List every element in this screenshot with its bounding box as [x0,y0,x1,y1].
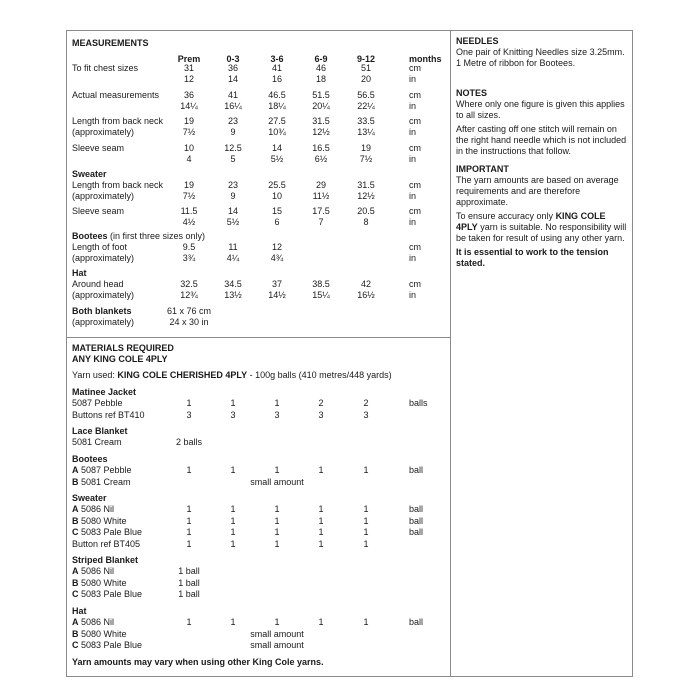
material-qty: 1 [274,465,280,475]
yarn-used [72,370,392,381]
row-label: Length of foot [72,242,128,252]
material-qty: 1 [318,538,324,549]
value-in: 5½ [270,154,284,164]
material-label: Buttons ref BT410 [72,409,145,420]
value-cm: 16.5 [312,143,330,153]
material-unit: ball [409,515,424,526]
material-qty: 1 [230,527,236,537]
colour-letter: B [72,577,79,588]
hat-heading: Hat [72,606,87,616]
material-qty: 3 [363,409,369,420]
value-cm: 37 [271,279,283,289]
material-qty: 1 [230,538,236,549]
value-cm: 14 [271,143,283,153]
material-qty: 1 [318,617,324,627]
value-cm: 12 [271,242,283,252]
value-in: 13½ [224,290,242,300]
value-in: 7½ [359,154,373,164]
material-qty: 1 [318,527,324,537]
value-in: 14½ [268,290,286,300]
material-qty: 1 [186,617,192,627]
value-cm: 10 [183,143,195,153]
size-header: 9-12 [356,54,376,64]
material-qty: 1 [186,515,192,526]
value-in: 10¾ [268,127,286,137]
unit-cm: cm [409,279,421,289]
material-label [72,527,142,538]
value-cm: 36 [183,90,195,100]
material-qty: 1 [274,504,280,514]
value-in: 4¼ [226,253,240,263]
blankets-cm: 61 x 76 cm [166,306,212,316]
colour-letter: A [72,617,79,627]
colour-label: 5080 White [78,515,127,526]
colour-label: 5083 Pale Blue [78,527,143,537]
value-cm: 51 [360,63,372,73]
blankets-label-sub: (approximately) [72,317,135,327]
value-cm: 56.5 [357,90,375,100]
material-qty: 3 [318,409,324,420]
value-cm: 41 [271,63,283,73]
value-in: 10 [271,191,283,201]
colour-label: 5086 Nil [78,504,115,514]
material-qty: 1 [363,617,369,627]
unit-in: in [409,191,417,201]
value-in: 20¼ [312,101,330,111]
material-qty: 1 [230,515,236,526]
unit-in: in [409,74,417,84]
row-label: Sleeve seam [72,206,125,216]
unit-in: in [409,217,417,227]
colour-label: Button ref BT405 [72,538,141,549]
value-cm: 33.5 [357,116,375,126]
value-in: 4¾ [270,253,284,263]
colour-label: 5080 White [78,628,127,639]
value-in: 7½ [182,191,196,201]
material-unit: ball [409,504,424,514]
value-in: 7 [318,217,324,227]
needles-text: One pair of Knitting Needles size 3.25mm. [456,47,625,57]
material-qty: 1 [274,527,280,537]
row-label: Length from back neck [72,180,164,190]
value-in: 9 [230,191,236,201]
material-qty: 1 [363,465,369,475]
value-in: 20 [360,74,372,84]
important-text-3: It is essential to work to the tension stated. [456,247,609,268]
material-label [72,566,114,577]
bootees-heading: Bootees [72,454,108,464]
material-unit: balls [409,398,428,408]
unit-in: in [409,253,417,263]
unit-cm: cm [409,63,421,73]
value-in: 18¼ [268,101,286,111]
material-qty: 1 [186,465,192,475]
striped-heading: Striped Blanket [72,555,139,565]
value-in: 6½ [314,154,328,164]
colour-letter: C [72,640,79,650]
small-amount: small amount [250,628,304,639]
lace-heading: Lace Blanket [72,426,128,436]
material-qty: 1 [318,515,324,526]
value-cm: 41 [227,90,239,100]
sweater-heading: Sweater [72,493,107,503]
material-unit: ball [409,617,424,627]
material-unit: ball [409,465,424,475]
value-in: 6 [274,217,280,227]
materials-subtitle: ANY KING COLE 4PLY [72,354,168,364]
notes-text-2: After casting off one stitch will remain on the right hand needle which is not included in the instructions that follow. [456,124,627,156]
material-qty: 1 [274,515,280,526]
material-qty: 1 [363,515,369,526]
blankets-label: Both blankets [72,306,132,316]
value-cm: 11.5 [180,206,198,216]
unit-cm: cm [409,242,421,252]
blankets-in: 24 x 30 in [169,317,209,327]
value-in: 4½ [182,217,196,227]
value-cm: 31.5 [357,180,375,190]
size-header: 3-6 [270,54,284,64]
notes-text-1: Where only one figure is given this applies to all sizes. [456,99,625,120]
bootees-title: Bootees [72,231,108,241]
row-label-sub: (approximately) [72,191,135,201]
small-amount: small amount [250,476,304,487]
value-cm: 51.5 [312,90,330,100]
value-in: 3¾ [182,253,196,263]
unit-cm: cm [409,90,421,100]
material-label [72,578,127,589]
important-text-1: The yarn amounts are based on average requirements and are therefore approximate. [456,175,619,207]
size-header: 6-9 [314,54,328,64]
material-label: 5081 Cream [72,437,122,447]
material-qty: 1 [363,538,369,549]
material-label: 5087 Pebble [72,398,123,408]
value-cm: 31 [183,63,195,73]
value-in: 14 [227,74,239,84]
value-cm: 46 [315,63,327,73]
value-cm: 27.5 [268,116,286,126]
row-label-sub: (approximately) [72,127,135,137]
material-label [72,640,142,651]
material-label [72,504,114,515]
material-label [72,516,127,527]
value-in: 12½ [312,127,330,137]
yarn-yarn-prefix: Yarn used: [72,370,118,380]
value-in: 5½ [226,217,240,227]
unit-in: in [409,290,417,300]
colour-label: 5081 Cream [78,476,131,487]
value-in: 4 [186,154,192,164]
column-divider [450,30,451,677]
row-label: Length from back neck [72,116,164,126]
value-cm: 25.5 [268,180,286,190]
unit-cm: cm [409,143,421,153]
material-label [72,589,142,600]
sweater-heading: Sweater [72,169,107,179]
materials-footer: Yarn amounts may vary when using other King Cole yarns. [72,657,324,667]
value-cm: 19 [183,116,195,126]
size-header: Prem [177,54,201,64]
material-qty: 1 [230,504,236,514]
value-cm: 29 [315,180,327,190]
material-qty: 3 [186,409,192,420]
measurements-title: MEASUREMENTS [72,38,149,48]
value-in: 14¼ [180,101,198,111]
material-label [72,539,140,550]
material-qty: 1 [274,538,280,549]
value-in: 13¼ [357,127,375,137]
colour-letter: B [72,628,79,639]
value-cm: 20.5 [357,206,375,216]
value-cm: 31.5 [312,116,330,126]
row-label: Sleeve seam [72,143,125,153]
value-in: 8 [363,217,369,227]
material-label [72,629,127,640]
unit-cm: cm [409,116,421,126]
unit-cm: cm [409,180,421,190]
notes-title: NOTES [456,88,488,98]
value-cm: 23 [227,116,239,126]
material-qty: 1 [186,398,192,408]
size-header-unit: months [409,54,442,64]
important-text-2-pre: To ensure accuracy only [456,211,556,221]
yarn-yarn-name: KING COLE CHERISHED 4PLY [117,370,248,380]
colour-letter: B [72,515,79,526]
material-label [72,465,132,476]
value-in: 18 [315,74,327,84]
colour-letter: B [72,476,79,487]
important-text-2-post: yarn is suitable. No responsibility will be taken for result of using any other yarn. [456,222,627,243]
bootees-heading [72,231,205,242]
value-in: 16¼ [224,101,242,111]
value-in: 5 [230,154,236,164]
material-qty: 2 [318,398,324,408]
material-qty: 1 [318,504,324,514]
row-label-sub: (approximately) [72,253,135,263]
important-title: IMPORTANT [456,164,509,174]
value-cm: 17.5 [312,206,330,216]
material-qty: 1 [274,617,280,627]
value-in: 16 [271,74,283,84]
material-qty: 1 [363,527,369,537]
small-amount: small amount [250,640,304,650]
unit-in: in [409,127,417,137]
colour-label: 5086 Nil [78,566,115,576]
unit-in: in [409,101,417,111]
value-cm: 42 [360,279,372,289]
hat-heading: Hat [72,268,87,278]
colour-label: 5086 Nil [78,617,115,627]
material-qty: 1 ball [178,577,200,588]
colour-letter: A [72,465,79,475]
material-qty: 1 [274,398,280,408]
needles-title: NEEDLES [456,36,499,46]
material-qty: 1 ball [178,589,200,599]
value-cm: 38.5 [312,279,330,289]
material-qty: 3 [230,409,236,420]
value-cm: 32.5 [180,279,198,289]
value-cm: 19 [183,180,195,190]
material-qty: 2 balls [175,437,203,447]
value-cm: 15 [271,206,283,216]
value-in: 22¼ [357,101,375,111]
material-qty: 1 [230,617,236,627]
unit-cm: cm [409,206,421,216]
value-in: 7½ [182,127,196,137]
value-cm: 9.5 [182,242,196,252]
section-divider [66,337,450,338]
material-qty: 1 [230,398,236,408]
value-in: 12 [183,74,195,84]
material-qty: 2 [363,398,369,408]
value-cm: 46.5 [268,90,286,100]
value-in: 12½ [357,191,375,201]
value-in: 12¾ [180,290,198,300]
value-cm: 36 [227,63,239,73]
value-cm: 14 [227,206,239,216]
material-qty: 1 ball [178,566,200,576]
material-label [72,477,131,488]
material-qty: 1 [318,465,324,475]
colour-label: 5083 Pale Blue [78,640,143,650]
colour-letter: A [72,566,79,576]
ribbon-text: 1 Metre of ribbon for Bootees. [456,58,576,68]
value-in: 15¼ [312,290,330,300]
materials-title: MATERIALS REQUIRED [72,343,174,353]
value-cm: 12.5 [224,143,242,153]
bootees-note: (in first three sizes only) [107,231,206,241]
important-text-2-bold: KING COLE 4PLY [456,211,606,232]
colour-label: 5087 Pebble [78,465,132,475]
material-qty: 1 [186,504,192,514]
row-label: To fit chest sizes [72,63,139,73]
material-qty: 1 [186,527,192,537]
colour-letter: C [72,527,79,537]
matinee-heading: Matinee Jacket [72,387,137,397]
material-label [72,617,114,628]
value-cm: 34.5 [224,279,242,289]
value-cm: 19 [360,143,372,153]
value-in: 16½ [357,290,375,300]
material-qty: 1 [363,504,369,514]
colour-label: 5080 White [78,577,127,588]
unit-in: in [409,154,417,164]
row-label: Actual measurements [72,90,160,100]
yarn-yarn-suffix: - 100g balls (410 metres/448 yards) [247,370,392,380]
colour-letter: A [72,504,79,514]
row-label: Around head [72,279,124,289]
colour-letter: C [72,589,79,599]
value-cm: 11 [228,242,238,252]
row-label-sub: (approximately) [72,290,135,300]
value-cm: 23 [227,180,239,190]
value-in: 11½ [312,191,330,201]
material-qty: 3 [274,409,280,420]
material-unit: ball [409,527,424,537]
colour-label: 5083 Pale Blue [78,589,143,599]
value-in: 9 [230,127,236,137]
size-header: 0-3 [226,54,240,64]
material-qty: 1 [230,465,236,475]
material-qty: 1 [186,538,192,549]
